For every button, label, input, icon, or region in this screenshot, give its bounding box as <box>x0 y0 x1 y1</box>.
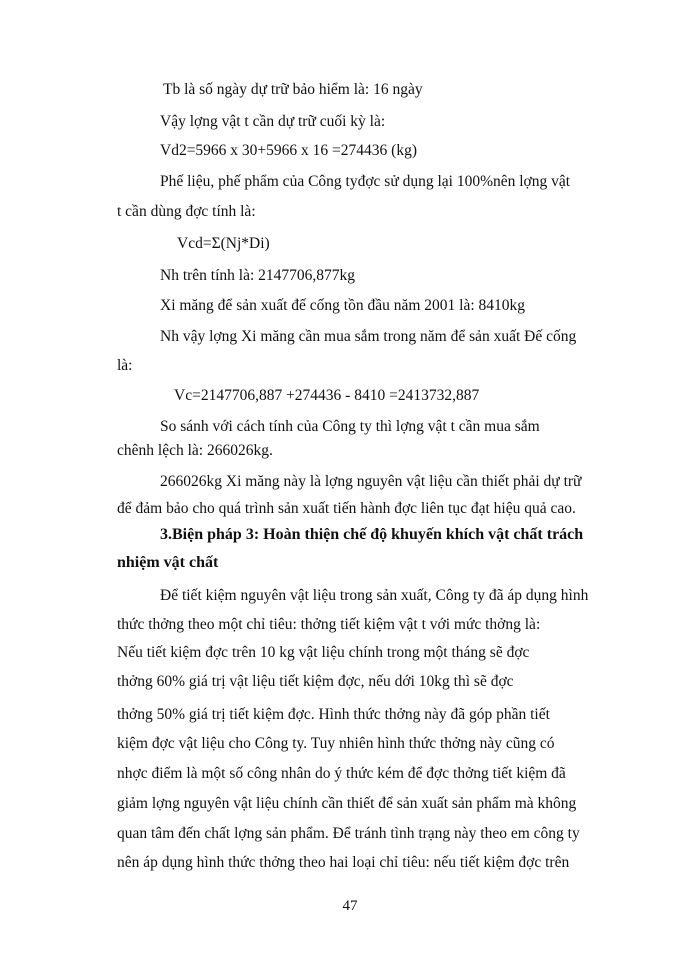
text-line: kiệm đợc vật liệu cho Công ty. Tuy nhiên hình thức thởng này cũng có <box>117 735 555 752</box>
text-line: 266026kg Xi măng này là lợng nguyên vật liệu cần thiết phải dự trữ <box>160 473 582 490</box>
text-line: để đảm bảo cho quá trình sản xuất tiến hành đợc liên tục đạt hiệu quả cao. <box>117 500 576 517</box>
section-heading: nhiệm vật chất <box>117 554 219 571</box>
text-line: giảm lợng nguyên vật liệu chính cần thiết để sản xuất sản phẩm mà không <box>117 795 577 812</box>
text-line: Nếu tiết kiệm đợc trên 10 kg vật liệu chính trong một tháng sẽ đợc <box>117 644 530 661</box>
text-line: Vậy lợng vật t cần dự trữ cuối kỳ là: <box>160 113 386 130</box>
formula-line: Vcd=Σ(Nj*Di) <box>177 235 270 252</box>
formula-line: Vc=2147706,887 +274436 - 8410 =2413732,887 <box>174 387 480 404</box>
text-line: thởng 50% giá trị tiết kiệm đợc. Hình thức thởng này đã góp phần tiết <box>117 706 550 723</box>
text-line: Phế liệu, phế phẩm của Công tyđợc sử dụng lại 100%nên lợng vật <box>160 173 571 190</box>
text-line: Nh trên tính là: 2147706,877kg <box>160 267 356 284</box>
text-line: Để tiết kiệm nguyên vật liệu trong sản xuất, Công ty đã áp dụng hình <box>160 587 589 604</box>
text-line: t cần dùng đợc tính là: <box>117 203 256 220</box>
text-line: So sánh với cách tính của Công ty thì lợng vật t cần mua sắm <box>160 418 540 435</box>
text-line: Nh vậy lợng Xi măng cần mua sắm trong năm để sản xuất Đế cống <box>160 328 577 345</box>
text-line: nhợc điểm là một số công nhân do ý thức kém để đợc thởng tiết kiệm đã <box>117 765 566 782</box>
text-line: là: <box>117 357 133 374</box>
page-number: 47 <box>342 898 358 914</box>
text-line: chênh lệch là: 266026kg. <box>117 442 273 459</box>
text-line: thởng 60% giá trị vật liệu tiết kiệm đợc, nếu dới 10kg thì sẽ đợc <box>117 673 514 690</box>
section-heading: 3.Biện pháp 3: Hoàn thiện chế độ khuyến khích vật chất trách <box>160 526 584 543</box>
text-line: Vd2=5966 x 30+5966 x 16 =274436 (kg) <box>160 142 417 159</box>
text-line: nên áp dụng hình thức thởng theo hai loại chỉ tiêu: nếu tiết kiệm đợc trên <box>117 854 570 871</box>
text-line: quan tâm đến chất lợng sản phẩm. Để tránh tình trạng này theo em công ty <box>117 825 580 842</box>
text-line: Tb là số ngày dự trữ bảo hiểm là: 16 ngày <box>163 81 423 98</box>
text-line: Xi măng để sản xuất đế cống tồn đầu năm 2001 là: 8410kg <box>160 297 526 314</box>
text-line: thức thởng theo một chỉ tiêu: thởng tiết kiệm vật t với mức thởng là: <box>117 616 541 633</box>
